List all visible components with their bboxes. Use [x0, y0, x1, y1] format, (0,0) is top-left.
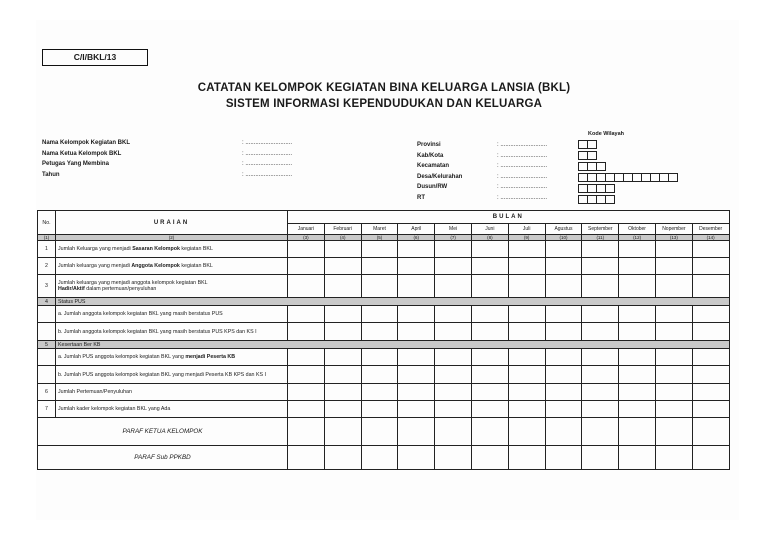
month-cell[interactable] [508, 366, 545, 384]
month-cell[interactable] [471, 384, 508, 401]
month-cell[interactable] [545, 401, 582, 418]
month-cell[interactable] [545, 306, 582, 323]
right-field-values [497, 140, 547, 203]
column-number: (10) [545, 235, 582, 241]
table-row [38, 241, 730, 258]
month-cell[interactable] [545, 349, 582, 366]
month-cell[interactable] [619, 306, 656, 323]
month-cell[interactable] [324, 401, 361, 418]
paraf-cell[interactable] [324, 418, 361, 446]
month-cell[interactable] [398, 384, 435, 401]
row-number: 7 [38, 401, 56, 418]
field-value: : ............................ [242, 161, 293, 167]
field-label: Kecamatan [417, 163, 450, 169]
column-number: (7) [435, 235, 472, 241]
description-emphasis: menjadi Peserta KB [185, 354, 236, 360]
month-cell[interactable] [398, 323, 435, 341]
row-description [56, 323, 288, 341]
field-label: Tahun [42, 171, 60, 178]
kode-desa-boxes[interactable] [578, 173, 677, 182]
row-description [56, 275, 288, 298]
column-number: (5) [361, 235, 398, 241]
month-cell[interactable] [471, 323, 508, 341]
month-cell[interactable] [361, 323, 398, 341]
month-cell[interactable] [508, 384, 545, 401]
column-number: (11) [582, 235, 619, 241]
table-row [38, 384, 730, 401]
right-field-labels [417, 140, 462, 203]
month-cell[interactable] [692, 366, 729, 384]
month-cell[interactable] [361, 401, 398, 418]
month-cell[interactable] [619, 366, 656, 384]
month-header: Maret [361, 224, 398, 235]
paraf-cell[interactable] [288, 446, 325, 470]
row-description [56, 306, 288, 323]
month-cell[interactable] [435, 349, 472, 366]
bkl-record-table [37, 210, 730, 470]
column-number: (13) [655, 235, 692, 241]
section-label: Status PUS [56, 298, 730, 306]
month-cell[interactable] [692, 258, 729, 275]
month-cell[interactable] [324, 241, 361, 258]
month-header: Oktober [619, 224, 656, 235]
table-row [38, 298, 730, 306]
field-value: : ............................ [242, 140, 293, 146]
month-cell[interactable] [361, 384, 398, 401]
row-number: 5 [38, 341, 56, 349]
column-number: (14) [692, 235, 729, 241]
description-text: Jumlah Keluarga yang menjadi [58, 246, 133, 252]
month-cell[interactable] [655, 241, 692, 258]
kode-wilayah-label: Kode Wilayah [588, 131, 625, 137]
month-cell[interactable] [288, 306, 325, 323]
month-cell[interactable] [692, 275, 729, 298]
month-cell[interactable] [619, 275, 656, 298]
month-header: Februari [324, 224, 361, 235]
paraf-cell[interactable] [545, 446, 582, 470]
form-subtitle: SISTEM INFORMASI KEPENDUDUKAN DAN KELUARGA [225, 98, 543, 110]
month-cell[interactable] [692, 306, 729, 323]
field-value: : ............................ [497, 194, 548, 201]
month-cell[interactable] [582, 366, 619, 384]
description-text: b. Jumlah PUS anggota kelompok kegiatan BKL yang menjadi Peserta KB KPS dan KS I [58, 371, 266, 378]
kode-provinsi-boxes[interactable] [578, 140, 596, 149]
row-number: 6 [38, 384, 56, 401]
month-header: April [398, 224, 435, 235]
description-text: Jumlah keluarga yang menjadi anggota kelompok kegiatan BKL [58, 280, 208, 286]
month-cell[interactable] [435, 275, 472, 298]
field-label: Nama Ketua Kelompok BKL [42, 150, 122, 157]
paraf-cell[interactable] [324, 446, 361, 470]
uraian-header: URAIAN [56, 211, 288, 235]
month-cell[interactable] [398, 258, 435, 275]
table-row [38, 349, 730, 366]
month-cell[interactable] [471, 306, 508, 323]
column-number: (9) [508, 235, 545, 241]
month-cell[interactable] [471, 366, 508, 384]
field-label: Kab/Kota [417, 152, 444, 159]
paraf-cell[interactable] [619, 418, 656, 446]
column-number: (1) [38, 235, 56, 241]
month-cell[interactable] [655, 306, 692, 323]
column-number: (2) [56, 235, 288, 241]
month-cell[interactable] [398, 401, 435, 418]
field-value: : ............................ [497, 142, 548, 148]
table-row [38, 323, 730, 341]
month-cell[interactable] [655, 366, 692, 384]
paraf-cell[interactable] [655, 418, 692, 446]
month-cell[interactable] [435, 401, 472, 418]
description-text: Jumlah keluarga yang menjadi [58, 263, 132, 269]
month-cell[interactable] [655, 275, 692, 298]
paraf-cell[interactable] [582, 446, 619, 470]
month-cell[interactable] [545, 241, 582, 258]
row-description [56, 258, 288, 275]
month-header: Juli [508, 224, 545, 235]
month-cell[interactable] [435, 258, 472, 275]
month-cell[interactable] [582, 241, 619, 258]
month-cell[interactable] [545, 384, 582, 401]
month-cell[interactable] [545, 366, 582, 384]
paraf-cell[interactable] [435, 418, 472, 446]
left-field-labels [42, 138, 130, 180]
paraf-cell[interactable] [692, 418, 729, 446]
month-cell[interactable] [288, 258, 325, 275]
paraf-cell[interactable] [471, 418, 508, 446]
month-cell[interactable] [582, 275, 619, 298]
paraf-row [38, 446, 730, 470]
paraf-cell[interactable] [435, 446, 472, 470]
row-number [38, 349, 56, 366]
field-value: : ............................ [497, 152, 548, 159]
month-cell[interactable] [508, 275, 545, 298]
form-title: CATATAN KELOMPOK KEGIATAN BINA KELUARGA LANSIA (BKL) [197, 82, 571, 94]
month-cell[interactable] [655, 384, 692, 401]
month-cell[interactable] [398, 349, 435, 366]
paraf-cell[interactable] [692, 446, 729, 470]
month-cell[interactable] [435, 323, 472, 341]
row-description [56, 241, 288, 258]
month-header: Desember [692, 224, 729, 235]
month-cell[interactable] [619, 384, 656, 401]
paraf-cell[interactable] [398, 418, 435, 446]
section-label: Kesertaan Ber KB [56, 341, 730, 349]
month-cell[interactable] [692, 401, 729, 418]
month-cell[interactable] [398, 241, 435, 258]
form-code: C/I/BKL/13 [42, 49, 148, 66]
description-text: dalam pertemuan/penyuluhan [84, 286, 157, 292]
month-cell[interactable] [361, 241, 398, 258]
month-cell[interactable] [398, 366, 435, 384]
kode-kab-boxes[interactable] [578, 151, 596, 160]
month-cell[interactable] [545, 275, 582, 298]
column-number: (3) [288, 235, 325, 241]
month-cell[interactable] [692, 323, 729, 341]
month-cell[interactable] [692, 384, 729, 401]
month-cell[interactable] [471, 241, 508, 258]
month-cell[interactable] [435, 306, 472, 323]
bulan-header: BULAN [288, 211, 730, 224]
month-cell[interactable] [655, 349, 692, 366]
paraf-row [38, 418, 730, 446]
paraf-cell[interactable] [508, 446, 545, 470]
table-row [38, 341, 730, 349]
field-value: : ............................ [242, 150, 293, 157]
month-cell[interactable] [324, 258, 361, 275]
month-cell[interactable] [471, 349, 508, 366]
month-cell[interactable] [324, 384, 361, 401]
month-cell[interactable] [398, 275, 435, 298]
month-cell[interactable] [508, 306, 545, 323]
row-number [38, 366, 56, 384]
month-cell[interactable] [435, 366, 472, 384]
paraf-cell[interactable] [288, 418, 325, 446]
month-cell[interactable] [398, 306, 435, 323]
month-cell[interactable] [692, 241, 729, 258]
month-cell[interactable] [288, 241, 325, 258]
paraf-cell[interactable] [361, 446, 398, 470]
paraf-sub-label: PARAF Sub PPKBD [38, 446, 288, 470]
kode-rt-boxes[interactable] [578, 195, 614, 204]
table-row [38, 306, 730, 323]
paraf-cell[interactable] [655, 446, 692, 470]
month-cell[interactable] [655, 323, 692, 341]
month-cell[interactable] [435, 384, 472, 401]
row-number: 1 [38, 241, 56, 258]
month-header: Nopember [655, 224, 692, 235]
month-cell[interactable] [619, 349, 656, 366]
month-cell[interactable] [582, 349, 619, 366]
month-cell[interactable] [471, 401, 508, 418]
month-cell[interactable] [582, 323, 619, 341]
column-number: (12) [619, 235, 656, 241]
description-text: a. Jumlah anggota kelompok kegiatan BKL yang masih berstatus PUS [58, 311, 223, 317]
row-number: 3 [38, 275, 56, 298]
description-emphasis: Sasaran Kelompok [132, 246, 180, 252]
field-label: Dusun/RW [417, 184, 448, 190]
month-cell[interactable] [545, 258, 582, 275]
month-cell[interactable] [692, 349, 729, 366]
month-cell[interactable] [471, 275, 508, 298]
no-header: No. [38, 211, 56, 235]
table-row [38, 401, 730, 418]
month-cell[interactable] [582, 258, 619, 275]
paraf-cell[interactable] [508, 418, 545, 446]
month-cell[interactable] [582, 384, 619, 401]
month-cell[interactable] [324, 275, 361, 298]
field-label: RT [417, 194, 425, 201]
row-description [56, 366, 288, 384]
month-header: Mei [435, 224, 472, 235]
field-value: : ............................ [497, 163, 548, 169]
month-cell[interactable] [361, 366, 398, 384]
month-cell[interactable] [619, 323, 656, 341]
month-cell[interactable] [508, 349, 545, 366]
table-row [38, 366, 730, 384]
month-cell[interactable] [324, 366, 361, 384]
description-text: kegiatan BKL [179, 246, 213, 252]
description-text: Jumlah Pertemuan/Penyuluhan [58, 389, 132, 395]
table-row [38, 258, 730, 275]
month-cell[interactable] [619, 401, 656, 418]
month-cell[interactable] [545, 323, 582, 341]
description-emphasis: Hadir/Aktif [58, 286, 85, 292]
row-number: 2 [38, 258, 56, 275]
month-cell[interactable] [288, 275, 325, 298]
paraf-cell[interactable] [398, 446, 435, 470]
paraf-cell[interactable] [361, 418, 398, 446]
month-cell[interactable] [582, 306, 619, 323]
column-number: (6) [398, 235, 435, 241]
month-cell[interactable] [508, 258, 545, 275]
month-cell[interactable] [324, 349, 361, 366]
month-cell[interactable] [435, 241, 472, 258]
row-number [38, 323, 56, 341]
month-cell[interactable] [471, 258, 508, 275]
kode-kecamatan-boxes[interactable] [578, 162, 605, 171]
table-row [38, 275, 730, 298]
field-label: Provinsi [417, 142, 441, 148]
paraf-cell[interactable] [545, 418, 582, 446]
month-cell[interactable] [582, 401, 619, 418]
field-value: : ............................ [497, 184, 548, 190]
month-cell[interactable] [288, 384, 325, 401]
column-number: (8) [471, 235, 508, 241]
paraf-cell[interactable] [619, 446, 656, 470]
kode-dusun-boxes[interactable] [578, 184, 614, 193]
month-header: September [582, 224, 619, 235]
field-label: Desa/Kelurahan [417, 173, 463, 180]
column-number: (4) [324, 235, 361, 241]
month-cell[interactable] [361, 258, 398, 275]
paraf-cell[interactable] [582, 418, 619, 446]
month-cell[interactable] [361, 306, 398, 323]
description-emphasis: Anggota Kelompok [131, 263, 180, 269]
field-value: : ............................ [497, 173, 548, 180]
left-field-values [242, 138, 292, 180]
month-header: Januari [288, 224, 325, 235]
row-description [56, 349, 288, 366]
description-text: kegiatan BKL [179, 263, 213, 269]
month-cell[interactable] [324, 306, 361, 323]
month-cell[interactable] [288, 366, 325, 384]
month-cell[interactable] [508, 401, 545, 418]
month-header: Agustus [545, 224, 582, 235]
paraf-ketua-label: PARAF KETUA KELOMPOK [38, 418, 288, 446]
description-text: a. Jumlah PUS anggota kelompok kegiatan BKL yang [58, 354, 186, 360]
month-cell[interactable] [508, 323, 545, 341]
month-cell[interactable] [655, 258, 692, 275]
month-cell[interactable] [288, 323, 325, 341]
month-header: Juni [471, 224, 508, 235]
row-description [56, 384, 288, 401]
field-value: : ............................ [242, 171, 293, 178]
month-cell[interactable] [361, 275, 398, 298]
field-label: Nama Kelompok Kegiatan BKL [42, 140, 131, 146]
month-cell[interactable] [619, 241, 656, 258]
row-number [38, 306, 56, 323]
description-text: b. Jumlah anggota kelompok kegiatan BKL yang masih berstatus PUS KPS dan KS I [58, 328, 257, 335]
month-cell[interactable] [288, 349, 325, 366]
month-cell[interactable] [324, 323, 361, 341]
row-description [56, 401, 288, 418]
description-text: Jumlah kader kelompok kegiatan BKL yang Ada [58, 406, 171, 412]
row-number: 4 [38, 298, 56, 306]
month-cell[interactable] [361, 349, 398, 366]
month-cell[interactable] [655, 401, 692, 418]
month-cell[interactable] [288, 401, 325, 418]
month-cell[interactable] [619, 258, 656, 275]
month-cell[interactable] [508, 241, 545, 258]
field-label: Petugas Yang Membina [42, 161, 109, 167]
paraf-cell[interactable] [471, 446, 508, 470]
